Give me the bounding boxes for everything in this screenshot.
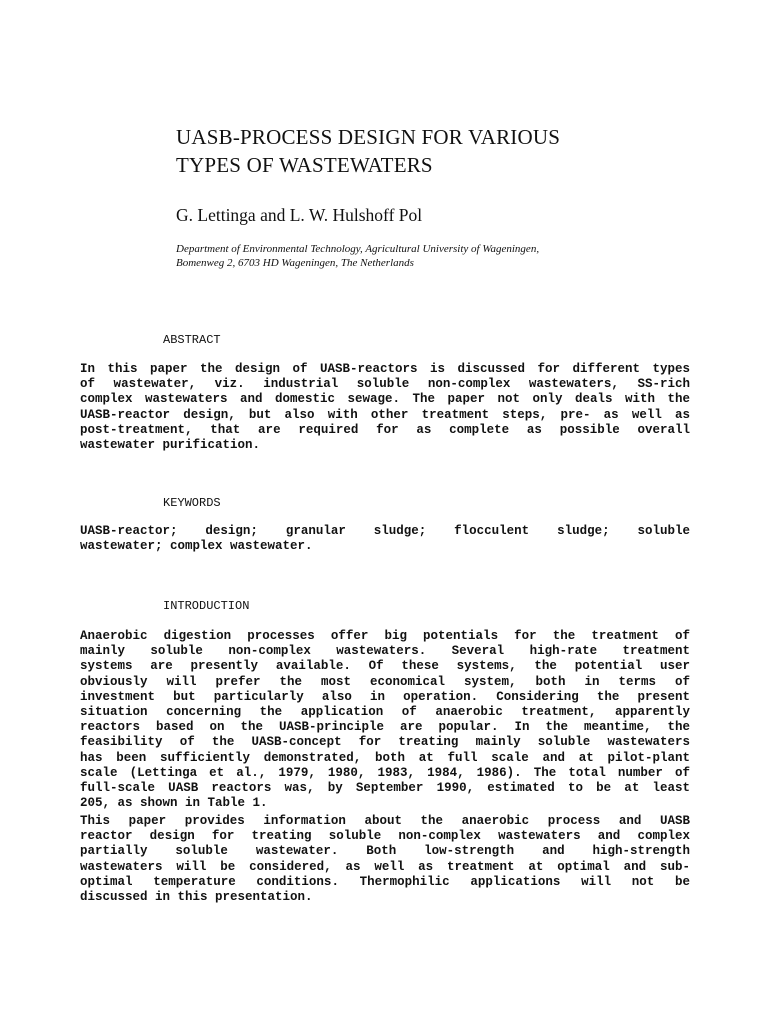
paragraph-line: situation concerning the application of anaerobic treatment, apparently [80,704,690,719]
paragraph-line: mainly soluble non-complex wastewaters. Several high-rate treatment [80,644,690,659]
paragraph-line: of wastewater, viz. industrial soluble non-complex wastewaters, SS-rich [80,377,690,392]
paragraph-line: optimal temperature conditions. Thermophilic applications will not be [80,874,690,889]
paragraph-line: complex wastewaters and domestic sewage. The paper not only deals with the [80,392,690,407]
keywords-paragraph [80,524,690,554]
paragraph-line: Anaerobic digestion processes offer big potentials for the treatment of [80,629,690,643]
abstract-paragraph [80,362,690,453]
paragraph-line: has been sufficiently demonstrated, both at full scale and at pilot-plant [80,750,690,765]
paragraph-line: investment but particularly also in operation. Considering the present [80,689,690,704]
paragraph-line: post-treatment, that are required for as complete as possible overall [80,422,690,437]
title-line: UASB-PROCESS DESIGN FOR VARIOUS [176,125,561,149]
author-list: G. Lettinga and L. W. Hulshoff Pol [176,205,423,225]
paragraph-line: wastewaters will be considered, as well as treatment at optimal and sub- [80,859,690,874]
paragraph-line: feasibility of the UASB-concept for treating mainly soluble wastewaters [80,735,690,750]
paragraph-line: discussed in this presentation. [80,889,313,904]
paragraph-line: UASB-reactor design, but also with other treatment steps, pre- as well as [80,407,690,422]
paragraph-line: obviously will prefer the most economical system, both in terms of [80,674,690,689]
introduction-paragraph-2 [80,814,690,905]
title-line: TYPES OF WASTEWATERS [176,153,433,177]
paragraph-line: In this paper the design of UASB-reactors is discussed for different types [80,362,690,376]
paragraph-line: wastewater purification. [80,437,261,452]
affiliation-line: Department of Environmental Technology, Agricultural University of Wageningen, [176,243,540,255]
paragraph-line: UASB-reactor; design; granular sludge; flocculent sludge; soluble [80,524,690,538]
paragraph-line: full-scale UASB reactors was, by September 1990, estimated to be at least [80,780,690,795]
paragraph-line: partially soluble wastewater. Both low-strength and high-strength [80,844,690,859]
author-affiliation [176,242,539,270]
paragraph-line: scale (Lettinga et al., 1979, 1980, 1983, 1984, 1986). The total number of [80,765,690,780]
affiliation-line: Bomenweg 2, 6703 HD Wageningen, The Netherlands [176,257,414,269]
abstract-heading: ABSTRACT [163,333,221,347]
paragraph-line: reactors based on the UASB-principle are popular. In the meantime, the [80,720,690,735]
paragraph-line: wastewater; complex wastewater. [80,539,313,554]
paragraph-line: systems are presently available. Of these systems, the potential user [80,659,690,674]
introduction-heading: INTRODUCTION [163,599,250,613]
paragraph-line: This paper provides information about the anaerobic process and UASB [80,814,690,828]
paragraph-line: 205, as shown in Table 1. [80,796,268,811]
keywords-heading: KEYWORDS [163,496,221,510]
introduction-paragraph-1 [80,629,690,811]
paper-title [176,123,696,179]
paragraph-line: reactor design for treating soluble non-complex wastewaters and complex [80,829,690,844]
